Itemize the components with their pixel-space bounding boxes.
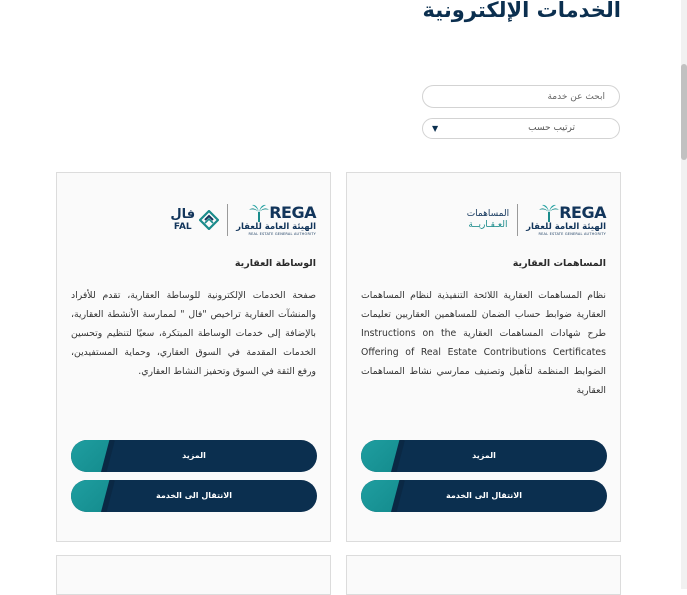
- logo-divider: [517, 204, 518, 236]
- card-description: صفحة الخدمات الإلكترونية للوساطة العقارية، تقدم للأفراد والمنشآت العقارية تراخيص "فال " لممارسة الأنشطة العقارية، بالإضافة إلى خدمات الوساطة المبتكرة، سعيًا لتنظيم وتحسين الخدمات المقدمة في السوق العقاري، وحماية المستفيدين، ورفع الثقة في السوق وتحفيز النشاط العقاري.: [71, 290, 316, 377]
- go-to-service-label: الانتقال الى الخدمة: [155, 491, 233, 500]
- rega-english-name: REAL ESTATE GENERAL AUTHORITY: [248, 232, 316, 236]
- service-card-partial: [56, 555, 331, 595]
- sort-select[interactable]: [422, 118, 620, 139]
- logo-divider: [227, 204, 228, 236]
- rega-arabic-name: الهيئة العامة للعقار: [526, 222, 606, 232]
- rega-logo: [526, 203, 606, 237]
- service-card-partial: [346, 555, 621, 595]
- go-to-service-button[interactable]: [361, 480, 607, 512]
- rega-arabic-name: الهيئة العامة للعقار: [236, 222, 316, 232]
- more-button-label: المزيد: [182, 451, 206, 460]
- fal-logo: [170, 208, 219, 232]
- go-to-service-label: الانتقال الى الخدمة: [445, 491, 523, 500]
- fal-english: FAL: [173, 222, 192, 232]
- page-title: الخدمات الإلكترونية: [422, 0, 621, 22]
- service-card-brokerage: [56, 172, 331, 542]
- go-to-service-button[interactable]: [71, 480, 317, 512]
- rega-logo: [236, 203, 316, 237]
- contributions-logo-line2: العـقـاريــة: [468, 220, 508, 230]
- diamond-chevron-icon: [199, 210, 219, 230]
- palm-tree-icon: [539, 204, 559, 222]
- contributions-logo-line1: المساهمات: [466, 209, 510, 219]
- search-input[interactable]: [422, 85, 620, 108]
- card-title: المساهمات العقارية: [512, 258, 606, 269]
- rega-wordmark: REGA: [559, 203, 606, 222]
- palm-tree-icon: [249, 204, 269, 222]
- fal-arabic: فال: [170, 207, 196, 222]
- triangle-down-icon: ▼: [432, 124, 439, 133]
- rega-wordmark: REGA: [269, 203, 316, 222]
- card-description: نظام المساهمات العقارية اللائحة التنفيذية لنظام المساهمات العقارية ضوابط حساب الضمان للمساهمين العقاريين تعليمات طرح شهادات المساهمات العقارية Instructions on the Offering of Real Estate Contributions Certificates الضوابط المنظمة لتأهيل وتصنيف ممارسي نشاط المساهمات العقارية: [361, 290, 606, 396]
- contributions-logo: [467, 209, 509, 231]
- more-button[interactable]: [361, 440, 607, 472]
- card-title: الوساطة العقارية: [234, 258, 316, 269]
- service-card-contributions: [346, 172, 621, 542]
- card-logos: [467, 203, 606, 237]
- scrollbar-thumb[interactable]: [681, 64, 687, 160]
- page-scrollbar[interactable]: [681, 0, 687, 589]
- rega-english-name: REAL ESTATE GENERAL AUTHORITY: [538, 232, 606, 236]
- sort-select-label: ترتيب حسب: [528, 123, 575, 133]
- more-button-label: المزيد: [472, 451, 496, 460]
- card-logos: [170, 203, 316, 237]
- more-button[interactable]: [71, 440, 317, 472]
